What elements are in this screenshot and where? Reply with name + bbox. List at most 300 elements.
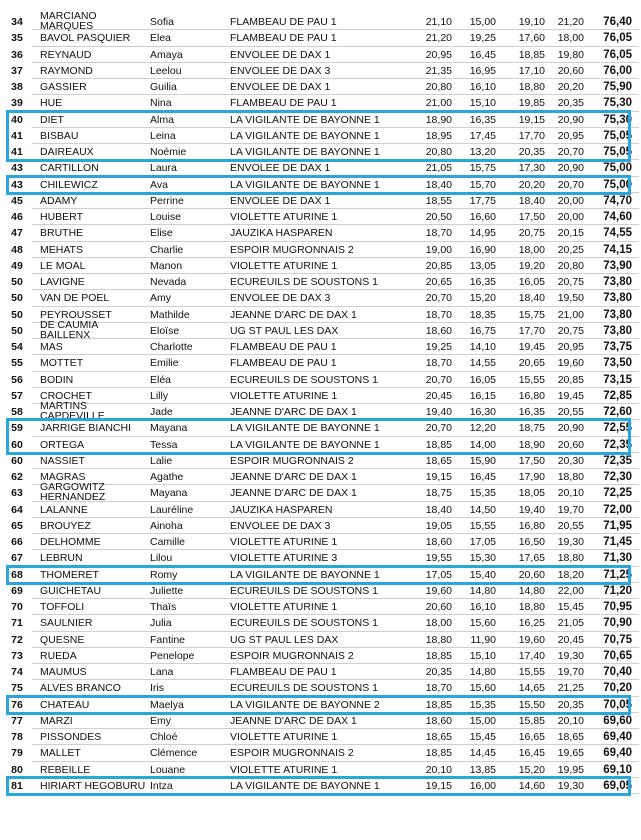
cell-first: Leelou — [150, 64, 182, 77]
cell-first: Emy — [150, 714, 171, 727]
cell-s4: 19,45 — [557, 389, 584, 402]
cell-total: 73,75 — [603, 341, 632, 353]
cell-s4: 21,00 — [557, 308, 584, 321]
table-row — [0, 30, 641, 46]
cell-total: 72,35 — [603, 454, 632, 467]
cell-s4: 18,80 — [557, 552, 584, 565]
cell-s2: 15,35 — [469, 487, 496, 500]
cell-club: LA VIGILANTE DE BAYONNE 1 — [230, 113, 380, 126]
cell-club: ENVOLEE DE DAX 3 — [230, 64, 331, 77]
cell-first: Nina — [150, 97, 172, 110]
cell-s1: 19,00 — [425, 243, 452, 256]
cell-total: 72,00 — [603, 503, 632, 516]
cell-first: Lalie — [150, 454, 173, 467]
cell-total: 70,65 — [603, 649, 632, 662]
cell-club: JEANNE D'ARC DE DAX 1 — [230, 714, 357, 727]
table-row — [0, 615, 641, 631]
cell-s1: 19,15 — [425, 779, 452, 792]
cell-total: 75,05 — [603, 146, 632, 158]
cell-s1: 20,80 — [425, 81, 452, 93]
cell-club: VIOLETTE ATURINE 1 — [230, 601, 338, 613]
cell-rank: 49 — [11, 259, 23, 272]
cell-total: 72,30 — [603, 471, 632, 483]
cell-s2: 19,25 — [469, 32, 496, 45]
cell-total: 75,00 — [603, 178, 632, 191]
cell-name: GUICHETAU — [40, 584, 102, 597]
cell-s3: 16,25 — [518, 617, 545, 630]
cell-s4: 20,55 — [557, 519, 584, 532]
table-row — [0, 502, 641, 518]
cell-name: LEBRUN — [40, 552, 83, 565]
cell-first: Agathe — [150, 471, 184, 483]
cell-rank: 81 — [11, 779, 23, 792]
cell-s3: 15,75 — [518, 308, 545, 321]
cell-s3: 19,10 — [518, 16, 545, 28]
cell-s4: 19,30 — [557, 649, 584, 662]
table-row — [0, 95, 641, 111]
cell-rank: 68 — [11, 568, 23, 581]
cell-s1: 18,65 — [425, 731, 452, 743]
cell-s2: 16,45 — [469, 471, 496, 483]
cell-total: 70,05 — [603, 698, 632, 711]
cell-club: ECUREUILS DE SOUSTONS 1 — [230, 373, 379, 386]
cell-s2: 16,10 — [469, 81, 496, 93]
cell-name: MALLET — [40, 747, 81, 760]
cell-total: 72,60 — [603, 406, 632, 418]
cell-s2: 15,35 — [469, 698, 496, 711]
cell-s3: 18,90 — [518, 438, 545, 451]
cell-club: VIOLETTE ATURINE 1 — [230, 259, 338, 272]
cell-s4: 18,20 — [557, 568, 584, 581]
cell-club: ENVOLEE DE DAX 1 — [230, 81, 331, 93]
cell-total: 74,70 — [603, 194, 632, 207]
cell-first: Sofia — [150, 16, 174, 28]
cell-total: 74,15 — [603, 243, 632, 256]
table-row — [0, 550, 641, 566]
cell-s1: 19,60 — [425, 584, 452, 597]
cell-first: Amy — [150, 292, 171, 305]
cell-s2: 15,90 — [469, 454, 496, 467]
cell-total: 75,30 — [603, 97, 632, 110]
cell-club: FLAMBEAU DE PAU 1 — [230, 97, 337, 110]
cell-s3: 17,30 — [518, 162, 545, 175]
cell-rank: 60 — [11, 438, 23, 451]
cell-total: 70,75 — [603, 633, 632, 646]
cell-first: Elise — [150, 227, 173, 240]
cell-first: Jade — [150, 406, 173, 418]
cell-club: FLAMBEAU DE PAU 1 — [230, 666, 337, 678]
cell-first: Ava — [150, 178, 168, 191]
cell-s2: 12,20 — [469, 422, 496, 435]
cell-s3: 17,70 — [518, 129, 545, 142]
cell-s2: 16,30 — [469, 406, 496, 418]
cell-club: JEANNE D'ARC DE DAX 1 — [230, 471, 357, 483]
cell-s3: 18,05 — [518, 487, 545, 500]
cell-s1: 21,35 — [425, 64, 452, 77]
cell-s4: 20,20 — [557, 81, 584, 93]
cell-s1: 19,15 — [425, 471, 452, 483]
cell-s4: 20,35 — [557, 698, 584, 711]
cell-name: MAGRAS — [40, 471, 86, 483]
table-row — [0, 648, 641, 664]
cell-s4: 19,60 — [557, 357, 584, 370]
cell-first: Alma — [150, 113, 174, 126]
cell-s3: 17,10 — [518, 64, 545, 77]
cell-total: 70,95 — [603, 601, 632, 613]
cell-first: Tessa — [150, 438, 178, 451]
table-row — [0, 745, 641, 761]
cell-s2: 15,00 — [469, 16, 496, 28]
table-row — [0, 225, 641, 241]
cell-s1: 18,60 — [425, 536, 452, 548]
cell-rank: 50 — [11, 324, 23, 337]
cell-s1: 18,85 — [425, 747, 452, 760]
cell-s4: 20,70 — [557, 178, 584, 191]
cell-s4: 20,70 — [557, 146, 584, 158]
cell-name: LAVIGNE — [40, 276, 85, 288]
table-row — [0, 339, 641, 355]
cell-first: Leina — [150, 129, 176, 142]
cell-s3: 20,65 — [518, 357, 545, 370]
cell-club: ESPOIR MUGRONNAIS 2 — [230, 747, 354, 760]
cell-club: ECUREUILS DE SOUSTONS 1 — [230, 276, 379, 288]
cell-s2: 14,55 — [469, 357, 496, 370]
cell-club: LA VIGILANTE DE BAYONNE 1 — [230, 438, 380, 451]
cell-rank: 65 — [11, 519, 23, 532]
cell-s1: 20,10 — [425, 763, 452, 776]
cell-s4: 20,15 — [557, 227, 584, 240]
cell-s2: 13,05 — [469, 259, 496, 272]
cell-club: ENVOLEE DE DAX 3 — [230, 292, 331, 305]
cell-name: HUE — [40, 97, 63, 110]
cell-club: FLAMBEAU DE PAU 1 — [230, 357, 337, 370]
cell-rank: 38 — [11, 81, 23, 93]
cell-s2: 15,30 — [469, 552, 496, 565]
cell-name: REBEILLE — [40, 763, 91, 776]
cell-s4: 21,25 — [557, 682, 584, 695]
cell-s3: 18,40 — [518, 194, 545, 207]
cell-club: FLAMBEAU DE PAU 1 — [230, 32, 337, 45]
cell-name: MARZI — [40, 714, 73, 727]
cell-total: 73,80 — [603, 276, 632, 288]
cell-s2: 16,10 — [469, 601, 496, 613]
cell-rank: 80 — [11, 763, 23, 776]
cell-s2: 17,75 — [469, 194, 496, 207]
cell-total: 70,90 — [603, 617, 632, 630]
cell-first: Fantine — [150, 633, 186, 646]
cell-first: Mayana — [150, 487, 188, 500]
cell-first: Nevada — [150, 276, 187, 288]
cell-club: ESPOIR MUGRONNAIS 2 — [230, 454, 354, 467]
cell-first: Charlie — [150, 243, 184, 256]
cell-first: Romy — [150, 568, 178, 581]
cell-name: THOMERET — [40, 568, 99, 581]
cell-total: 75,05 — [603, 129, 632, 142]
cell-first: Guilia — [150, 81, 177, 93]
cell-total: 73,80 — [603, 324, 632, 337]
cell-s2: 16,95 — [469, 64, 496, 77]
cell-first: Mathilde — [150, 308, 190, 321]
cell-s3: 18,75 — [518, 422, 545, 435]
cell-club: JEANNE D'ARC DE DAX 1 — [230, 487, 357, 500]
cell-s2: 15,55 — [469, 519, 496, 532]
cell-s4: 20,85 — [557, 373, 584, 386]
cell-rank: 75 — [11, 682, 23, 695]
cell-s2: 14,80 — [469, 666, 496, 678]
cell-s1: 20,70 — [425, 292, 452, 305]
table-row — [0, 318, 641, 341]
cell-rank: 67 — [11, 552, 23, 565]
cell-name: PISSONDES — [40, 731, 102, 743]
cell-s1: 21,05 — [425, 162, 452, 175]
cell-name: GARGOWITZ HERNANDEZ — [40, 481, 106, 504]
cell-club: UG ST PAUL LES DAX — [230, 633, 339, 646]
cell-name: NASSIET — [40, 454, 85, 467]
cell-first: Lilou — [150, 552, 173, 565]
cell-s3: 17,65 — [518, 552, 545, 565]
cell-first: Chloé — [150, 731, 178, 743]
cell-name: DELHOMME — [40, 536, 101, 548]
cell-rank: 77 — [11, 714, 23, 727]
cell-s3: 16,35 — [518, 406, 545, 418]
cell-s1: 18,60 — [425, 714, 452, 727]
cell-first: Intza — [150, 779, 173, 792]
cell-s2: 14,50 — [469, 503, 496, 516]
cell-s2: 15,10 — [469, 97, 496, 110]
cell-first: Eloïse — [150, 324, 180, 337]
cell-club: LA VIGILANTE DE BAYONNE 1 — [230, 568, 380, 581]
cell-s3: 16,65 — [518, 731, 545, 743]
cell-name: HIRIART HEGOBURU — [40, 779, 146, 792]
cell-rank: 63 — [11, 487, 23, 500]
cell-total: 71,95 — [603, 519, 632, 532]
cell-name: GASSIER — [40, 81, 87, 93]
cell-rank: 57 — [11, 389, 23, 402]
table-row — [0, 664, 641, 680]
table-row — [0, 518, 641, 534]
table-row — [0, 778, 641, 794]
cell-total: 74,55 — [603, 227, 632, 240]
table-row — [0, 567, 641, 583]
cell-total: 76,40 — [603, 16, 632, 28]
cell-s3: 17,60 — [518, 32, 545, 45]
cell-first: Julia — [150, 617, 172, 630]
cell-s1: 19,25 — [425, 341, 452, 353]
cell-total: 70,40 — [603, 666, 632, 678]
cell-rank: 76 — [11, 698, 23, 711]
cell-s1: 18,70 — [425, 357, 452, 370]
cell-rank: 74 — [11, 666, 23, 678]
table-row — [0, 144, 641, 160]
cell-s4: 21,05 — [557, 617, 584, 630]
cell-s1: 18,00 — [425, 617, 452, 630]
cell-total: 76,00 — [603, 64, 632, 77]
cell-first: Elea — [150, 32, 172, 45]
cell-s4: 20,95 — [557, 341, 584, 353]
cell-first: Lana — [150, 666, 174, 678]
cell-name: BAVOL PASQUIER — [40, 32, 131, 45]
cell-s1: 20,85 — [425, 259, 452, 272]
table-row — [0, 355, 641, 371]
cell-s3: 17,90 — [518, 471, 545, 483]
cell-s1: 20,95 — [425, 48, 452, 61]
table-row — [0, 160, 641, 176]
cell-club: ENVOLEE DE DAX 1 — [230, 162, 331, 175]
cell-name: CROCHET — [40, 389, 92, 402]
cell-total: 75,30 — [603, 113, 632, 126]
cell-club: VIOLETTE ATURINE 1 — [230, 536, 338, 548]
cell-s1: 18,85 — [425, 649, 452, 662]
cell-s4: 22,00 — [557, 584, 584, 597]
cell-s2: 16,00 — [469, 779, 496, 792]
cell-s4: 18,00 — [557, 32, 584, 45]
cell-s1: 18,70 — [425, 227, 452, 240]
cell-s4: 20,90 — [557, 113, 584, 126]
cell-name: RUEDA — [40, 649, 77, 662]
cell-s2: 15,60 — [469, 617, 496, 630]
cell-club: LA VIGILANTE DE BAYONNE 1 — [230, 129, 380, 142]
cell-name: VAN DE POEL — [40, 292, 110, 305]
cell-name: SAULNIER — [40, 617, 93, 630]
table-row — [0, 290, 641, 306]
cell-name: LALANNE — [40, 503, 88, 516]
table-row — [0, 762, 641, 778]
cell-club: JAUZIKA HASPAREN — [230, 503, 333, 516]
cell-s2: 16,90 — [469, 243, 496, 256]
cell-s1: 18,70 — [425, 682, 452, 695]
table-row — [0, 274, 641, 290]
cell-rank: 59 — [11, 422, 23, 435]
cell-name: ALVES BRANCO — [40, 682, 121, 695]
cell-s1: 18,65 — [425, 454, 452, 467]
cell-s2: 17,05 — [469, 536, 496, 548]
cell-club: UG ST PAUL LES DAX — [230, 324, 339, 337]
cell-s2: 16,15 — [469, 389, 496, 402]
cell-rank: 48 — [11, 243, 23, 256]
cell-s1: 18,80 — [425, 633, 452, 646]
cell-s4: 18,80 — [557, 471, 584, 483]
cell-s2: 15,70 — [469, 178, 496, 191]
cell-rank: 73 — [11, 649, 23, 662]
cell-s3: 20,75 — [518, 227, 545, 240]
cell-total: 70,20 — [603, 682, 632, 695]
cell-name: BROUYEZ — [40, 519, 91, 532]
cell-rank: 60 — [11, 454, 23, 467]
cell-total: 69,40 — [603, 731, 632, 743]
cell-first: Charlotte — [150, 341, 193, 353]
cell-name: TOFFOLI — [40, 601, 85, 613]
cell-total: 73,50 — [603, 357, 632, 370]
table-row — [0, 583, 641, 599]
cell-club: VIOLETTE ATURINE 1 — [230, 389, 338, 402]
cell-s1: 17,05 — [425, 568, 452, 581]
cell-s3: 19,15 — [518, 113, 545, 126]
cell-name: JARRIGE BIANCHI — [40, 422, 132, 435]
cell-s4: 20,45 — [557, 633, 584, 646]
cell-club: FLAMBEAU DE PAU 1 — [230, 16, 337, 28]
cell-s2: 14,10 — [469, 341, 496, 353]
cell-s4: 19,30 — [557, 779, 584, 792]
cell-club: ECUREUILS DE SOUSTONS 1 — [230, 617, 379, 630]
cell-s2: 16,35 — [469, 113, 496, 126]
cell-name: CHATEAU — [40, 698, 90, 711]
cell-first: Penelope — [150, 649, 195, 662]
cell-rank: 34 — [11, 16, 23, 28]
cell-s3: 15,20 — [518, 763, 545, 776]
cell-total: 71,30 — [603, 552, 632, 565]
cell-rank: 36 — [11, 48, 23, 61]
cell-s4: 21,20 — [557, 16, 584, 28]
cell-s4: 20,30 — [557, 454, 584, 467]
cell-club: JEANNE D'ARC DE DAX 1 — [230, 406, 357, 418]
cell-rank: 47 — [11, 227, 23, 240]
cell-s1: 18,40 — [425, 503, 452, 516]
cell-name: LE MOAL — [40, 259, 86, 272]
cell-name: BRUTHE — [40, 227, 84, 240]
cell-rank: 64 — [11, 503, 23, 516]
cell-s1: 18,85 — [425, 438, 452, 451]
table-row — [0, 632, 641, 648]
cell-s2: 16,60 — [469, 211, 496, 223]
cell-s1: 18,75 — [425, 487, 452, 500]
cell-s4: 20,75 — [557, 324, 584, 337]
table-row — [0, 534, 641, 550]
cell-s3: 16,05 — [518, 276, 545, 288]
cell-s3: 18,00 — [518, 243, 545, 256]
cell-s3: 16,50 — [518, 536, 545, 548]
cell-rank: 45 — [11, 194, 23, 207]
cell-rank: 41 — [11, 129, 23, 142]
cell-s3: 17,70 — [518, 324, 545, 337]
cell-total: 69,60 — [603, 714, 632, 727]
cell-rank: 58 — [11, 406, 23, 418]
table-row — [0, 47, 641, 63]
cell-s3: 16,45 — [518, 747, 545, 760]
cell-s4: 15,45 — [557, 601, 584, 613]
cell-first: Ainoha — [150, 519, 183, 532]
cell-s1: 19,05 — [425, 519, 452, 532]
cell-first: Noémie — [150, 146, 187, 158]
cell-s1: 18,95 — [425, 129, 452, 142]
cell-first: Laura — [150, 162, 177, 175]
cell-s1: 18,60 — [425, 324, 452, 337]
cell-s2: 16,45 — [469, 48, 496, 61]
cell-rank: 39 — [11, 97, 23, 110]
cell-first: Manon — [150, 259, 183, 272]
cell-name: CHILEWICZ — [40, 178, 98, 191]
cell-total: 69,40 — [603, 747, 632, 760]
cell-s3: 14,65 — [518, 682, 545, 695]
cell-rank: 37 — [11, 64, 23, 77]
cell-s3: 14,80 — [518, 584, 545, 597]
cell-s1: 20,35 — [425, 666, 452, 678]
cell-rank: 50 — [11, 276, 23, 288]
cell-name: PEYROUSSET — [40, 308, 112, 321]
cell-total: 69,10 — [603, 763, 632, 776]
table-row — [0, 697, 641, 713]
cell-s4: 20,75 — [557, 276, 584, 288]
cell-first: Mayana — [150, 422, 188, 435]
cell-first: Emilie — [150, 357, 179, 370]
cell-s2: 14,80 — [469, 584, 496, 597]
cell-s1: 20,65 — [425, 276, 452, 288]
cell-name: BISBAU — [40, 129, 79, 142]
cell-total: 69,05 — [603, 779, 632, 792]
cell-total: 73,90 — [603, 259, 632, 272]
table-row — [0, 729, 641, 745]
cell-club: ECUREUILS DE SOUSTONS 1 — [230, 682, 379, 695]
cell-total: 75,00 — [603, 162, 632, 175]
